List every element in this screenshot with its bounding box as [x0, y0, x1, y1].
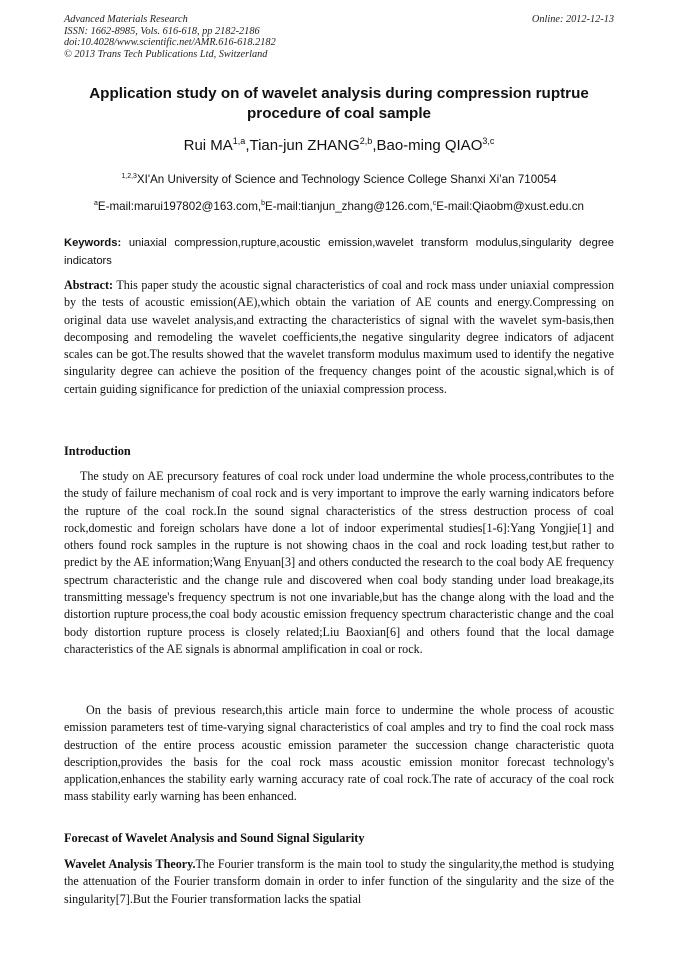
wavelet-theory-text: The Fourier transform is the main tool to study the singularity,the method is studying the attenuation of the Fourier transform domain in order to infer function of the singularity and the size of the singularity[7].But the Fourier transformation lacks the spatial — [64, 857, 614, 906]
author-list — [64, 136, 614, 156]
affiliation — [64, 172, 614, 188]
email-superscript: c — [432, 200, 437, 208]
online-date: Online: 2012-12-13 — [531, 14, 614, 25]
keywords-label: Keywords: — [64, 237, 122, 249]
author-separator: , — [245, 137, 250, 154]
email-address: E-mail:marui197802@163.com, — [97, 200, 262, 213]
abstract — [64, 277, 614, 398]
affiliation-text: XI'An University of Science and Technology Science College Shanxi Xi’an 710054 — [136, 173, 557, 186]
keywords — [64, 235, 614, 270]
author-superscript: 2,b — [359, 136, 373, 146]
wavelet-theory-runin-heading: Wavelet Analysis Theory. — [64, 857, 196, 871]
author-superscript: 3,c — [482, 136, 495, 146]
email-superscript: a — [94, 200, 98, 208]
doi-line: doi:10.4028/www.scientific.net/AMR.616-618.2182 — [64, 37, 276, 49]
author-separator: , — [372, 137, 377, 154]
abstract-label: Abstract: — [64, 278, 114, 292]
author-superscript: 1,a — [232, 136, 246, 146]
wavelet-theory-paragraph — [64, 856, 614, 908]
author-name: Tian-jun ZHANG — [249, 137, 360, 154]
abstract-text: This paper study the acoustic signal characteristics of coal and rock mass under uniaxial compression by the tests of acoustic emission(AE),which obtain the variation of AE counts and energy.Compressing on original data use wavelet analysis,and extracting the characteristics of signal with the wavelet sym-basis,then decomposing and remodeling the wavelet coefficients,the negative singularity degree indicators of adjacent scales can be got.The results showed that the wavelet transform modulus maximum used to identify the negative singularity degree can achieve the position of the frequency changes point of the acoustic signal,which is of certain guiding significance for prediction of the uniaxial compression process. — [64, 278, 614, 396]
journal-name: Advanced Materials Research — [64, 14, 188, 25]
email-address: E-mail:Qiaobm@xust.edu.cn — [436, 200, 584, 213]
author-name: Bao-ming QIAO — [376, 137, 483, 154]
keywords-text: uniaxial compression,rupture,acoustic emission,wavelet transform modulus,singularity degree indicators — [64, 237, 614, 267]
affiliation-superscript: 1,2,3 — [121, 173, 137, 181]
journal-header — [64, 14, 614, 60]
email-superscript: b — [261, 200, 265, 208]
author-name: Rui MA — [183, 137, 233, 154]
section-heading-forecast: Forecast of Wavelet Analysis and Sound Signal Sigularity — [64, 831, 365, 845]
email-address: E-mail:tianjun_zhang@126.com, — [265, 200, 433, 213]
introduction-paragraph-2: On the basis of previous research,this article main force to undermine the whole process of acoustic emission parameters test of time-varying signal characteristics of coal amples and try to find the coal rock mass destruction of the entire process acoustic emission parameter the succession change characteristic quota description,provides the basis for the coal rock mass acoustic emission monitor forecast technology's application,enhances the stability early warning accuracy rate of coal rock.The rate of accuracy of the coal rock mass stability early warning has been enhanced. — [64, 703, 614, 804]
issn-line: ISSN: 1662-8985, Vols. 616-618, pp 2182-2186 — [64, 25, 260, 37]
section-heading-introduction: Introduction — [64, 444, 131, 458]
copyright-line: © 2013 Trans Tech Publications Ltd, Switzerland — [64, 48, 268, 60]
email-line — [64, 199, 614, 215]
paper-title: Application study on of wavelet analysis during compression ruptrue procedure of coal sample — [89, 85, 589, 122]
introduction-paragraph-1: The study on AE precursory features of coal rock under load undermine the whole process,contributes to the the study of failure mechanism of coal rock and is very important to improve the early warning indicators before the rupture of the coal rock.In the sound signal characteristics of the stress destruction process of coal rock,domestic and foreign scholars have done a lot of indoor experimental studies[1-6]:Yang Yongjie[1] and others found rock samples in the rupture is not showing chaos in the coal and rock loading test,but rather to predict by the AE information;Wang Enyuan[3] and others conducted the research to the coal body AE frequency spectrum characteristic and the change rule and discovered when coal body standing under load breakage,its transmitting message's frequency spectrum is not one invariable,but has the change along with the load and the distortion rupture process,the coal body acoustic emission frequency spectrum characteristic change and the coal body distortion rupture process is closely related;Liu Baoxian[6] and others found that the local damage characteristics of the AE signals is abnormal amplification in coal or rock. — [64, 469, 614, 656]
